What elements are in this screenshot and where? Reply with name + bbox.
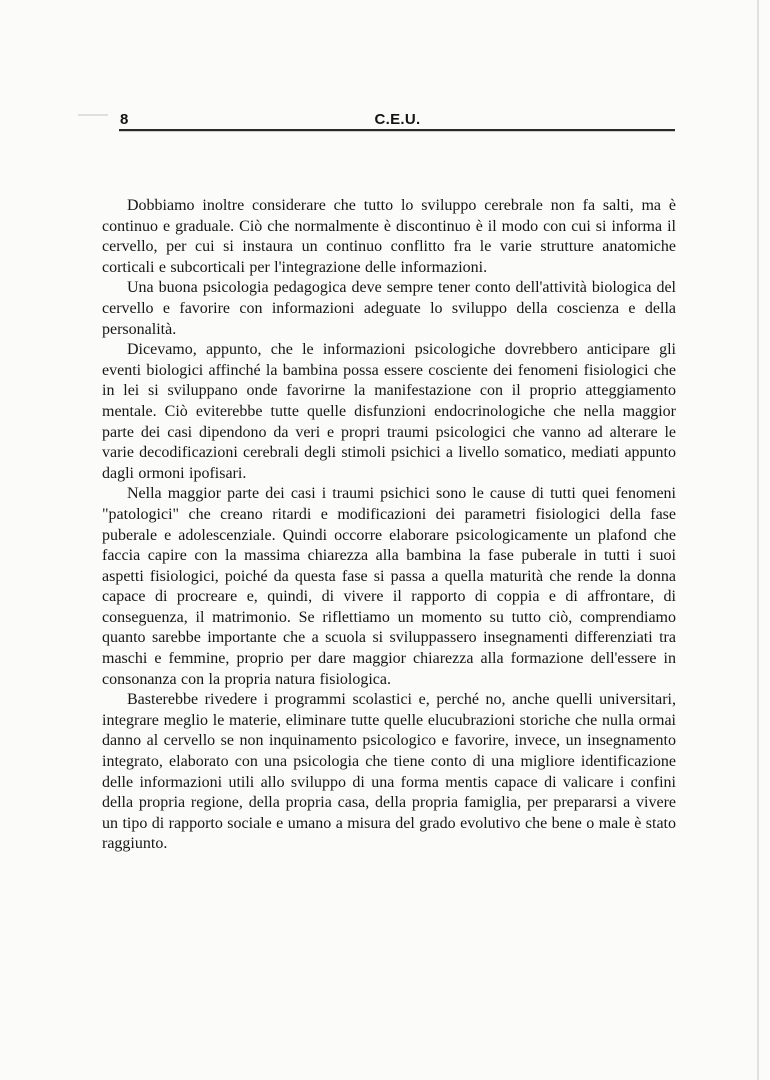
paragraph: Una buona psicologia pedagogica deve sempre tener conto dell'attività biologica del cervello e favorire con informazioni adeguate lo sviluppo della coscienza e della personalità. (102, 279, 676, 338)
paragraph: Dicevamo, appunto, che le informazioni psicologiche dovrebbero anticipare gli eventi biologici affinché la bambina possa essere cosciente dei fenomeni fisiologici che in lei si sviluppano onde favorirne la manifestazione con il proprio atteggiamento mentale. Ciò eviterebbe tutte quelle disfunzioni endocrinologiche che nella maggior parte dei casi dipendono da veri e propri traumi psicologici che vanno ad alterare le varie decodificazioni cerebrali degli stimoli psichici a livello somatico, mediati appunto dagli ormoni ipofisari. (102, 341, 676, 482)
running-header (119, 110, 676, 130)
scan-smudge (78, 114, 108, 116)
running-header-title: C.E.U. (374, 111, 421, 128)
page-text-block (102, 196, 676, 855)
paragraph: Dobbiamo inoltre considerare che tutto lo sviluppo cerebrale non fa salti, ma è continuo e graduale. Ciò che normalmente è discontinuo è il modo con cui si informa il cervello, per cui si instaura un continuo conflitto fra le varie strutture anatomiche corticali e subcorticali per l'integrazione delle informazioni. (102, 197, 676, 276)
scan-edge-line (757, 0, 759, 1080)
page-number: 8 (120, 111, 129, 128)
header-rule (119, 129, 675, 131)
paragraph: Basterebbe rivedere i programmi scolastici e, perché no, anche quelli universitari, integrare meglio le materie, eliminare tutte quelle elucubrazioni storiche che nulla ormai danno al cervello se non inquinamento psicologico e favorire, invece, un insegnamento integrato, elaborato con una psicologia che tiene conto di una migliore identificazione delle informazioni utili allo sviluppo di una forma mentis capace di valicare i confini della propria regione, della propria casa, della propria famiglia, per prepararsi a vivere un tipo di rapporto sociale e umano a misura del grado evolutivo che bene o male è stato raggiunto. (102, 691, 676, 853)
paragraph: Nella maggior parte dei casi i traumi psichici sono le cause di tutti quei fenomeni "patologici" che creano ritardi e modificazioni dei parametri fisiologici della fase puberale e adolescenziale. Quindi occorre elaborare psicologicamente un plafond che faccia capire con la massima chiarezza alla bambina la fase puberale in tutti i suoi aspetti fisiologici, poiché da questa fase si passa a quella maturità che rende la donna capace di procreare e, quindi, di vivere il rapporto di coppia e di affrontare, di conseguenza, il matrimonio. Se riflettiamo un momento su tutto ciò, comprendiamo quanto sarebbe importante che a scuola si sviluppassero insegnamenti differenziati tra maschi e femmine, proprio per dare maggior chiarezza alla formazione dell'essere in consonanza con la propria natura fisiologica. (102, 485, 676, 688)
